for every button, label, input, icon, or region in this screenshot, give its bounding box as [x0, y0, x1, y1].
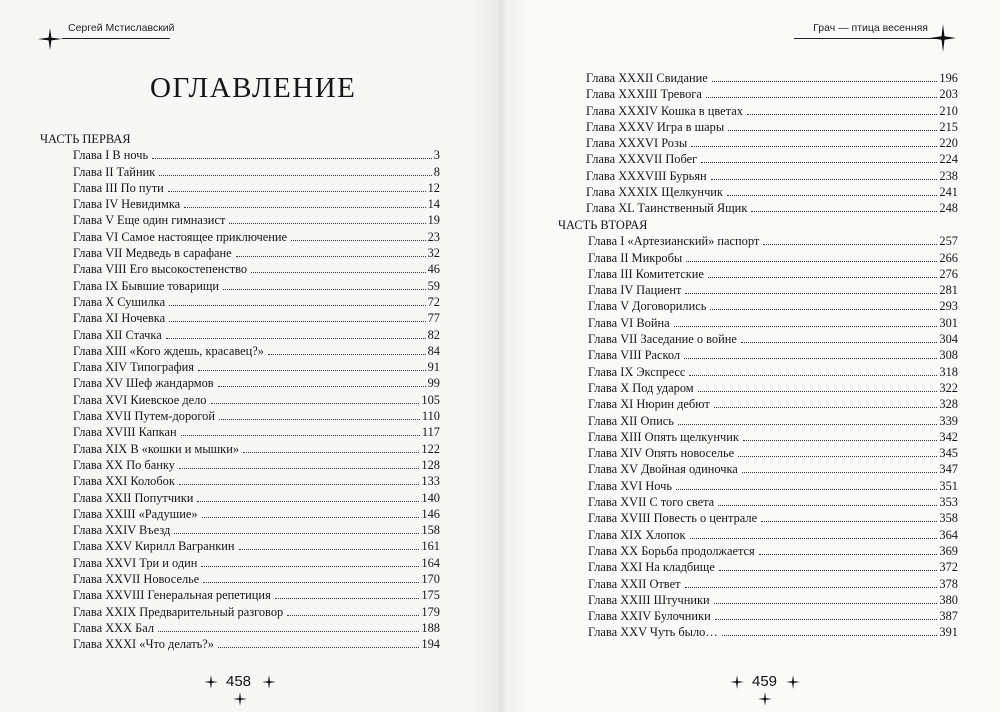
toc-entry	[73, 506, 440, 522]
entry-page-number: 82	[427, 327, 440, 342]
toc-entry	[73, 490, 440, 506]
toc-entry	[73, 441, 440, 457]
toc-entry	[73, 424, 440, 440]
toc-entry	[588, 396, 958, 412]
toc-entry	[588, 315, 958, 331]
entry-page-number: 188	[421, 620, 440, 635]
entry-title: Глава XXV Чуть было…	[588, 625, 718, 640]
entry-page-number: 257	[939, 234, 958, 249]
toc-entry	[73, 457, 440, 473]
toc-entry	[73, 375, 440, 391]
entry-page-number: 380	[939, 592, 958, 607]
dot-leader	[738, 456, 937, 457]
dot-leader	[202, 517, 420, 518]
toc-entry	[588, 543, 958, 559]
toc-entry	[73, 212, 440, 228]
dot-leader	[169, 321, 426, 322]
entry-title: Глава X Сушилка	[73, 294, 166, 309]
entry-title: Глава VIII Его высокостепенство	[73, 262, 248, 277]
toc-entry	[588, 576, 958, 592]
dot-leader	[169, 305, 426, 306]
entry-title: Глава XXIX Предварительный разговор	[73, 604, 284, 619]
dot-leader	[714, 407, 938, 408]
dot-leader	[686, 261, 937, 262]
toc-entry	[588, 413, 958, 429]
right-page	[500, 0, 1000, 712]
entry-title: Глава XXV Кирилл Вагранкин	[73, 539, 235, 554]
entry-title: Глава XXII Ответ	[588, 576, 681, 591]
toc-entry	[73, 180, 440, 196]
entry-page-number: 364	[939, 527, 958, 542]
dot-leader	[708, 277, 938, 278]
entry-page-number: 59	[427, 278, 440, 293]
entry-title: Глава VI Война	[588, 315, 670, 330]
entry-page-number: 308	[939, 348, 958, 363]
entry-page-number: 345	[939, 446, 958, 461]
entry-page-number: 105	[421, 392, 440, 407]
cross-ornament-icon	[758, 692, 772, 706]
dot-leader	[689, 375, 937, 376]
toc-entry	[588, 282, 958, 298]
entry-title: Глава IV Невидимка	[73, 197, 181, 212]
entry-title: Глава II Тайник	[73, 164, 156, 179]
entry-title: Глава V Договорились	[588, 299, 707, 314]
toc-entry	[73, 392, 440, 408]
entry-title: Глава XXXIX Щелкунчик	[586, 185, 723, 200]
dot-leader	[223, 289, 426, 290]
entry-title: Глава XXIV Въезд	[73, 523, 171, 538]
toc-part-one-continued	[586, 70, 958, 217]
entry-page-number: 358	[939, 511, 958, 526]
toc-entry	[73, 261, 440, 277]
entry-page-number: 161	[421, 539, 440, 554]
dot-leader	[741, 342, 938, 343]
toc-entry	[73, 196, 440, 212]
entry-page-number: 391	[939, 625, 958, 640]
dot-leader	[236, 256, 426, 257]
entry-page-number: 266	[939, 250, 958, 265]
toc-part-two	[558, 217, 958, 641]
toc-entry	[586, 184, 958, 200]
entry-title: Глава XXIII Штучники	[588, 592, 710, 607]
entry-title: Глава XVIII Повесть о централе	[588, 511, 758, 526]
cross-ornament-icon	[233, 692, 247, 706]
running-head-book-title: Грач — птица весенняя	[813, 22, 928, 34]
entry-page-number: 196	[939, 71, 958, 85]
entry-title: Глава III По пути	[73, 180, 164, 195]
entry-title: Глава XII Опись	[588, 413, 674, 428]
entry-title: Глава I «Артезианский» паспорт	[588, 234, 760, 249]
entry-page-number: 241	[939, 185, 958, 200]
part-heading: ЧАСТЬ ВТОРАЯ	[558, 218, 648, 232]
toc-entry	[586, 86, 958, 102]
entry-title: Глава XXVIII Генеральная репетиция	[73, 588, 271, 603]
entry-title: Глава XVI Киевское дело	[73, 392, 207, 407]
toc-entry	[586, 151, 958, 167]
header-rule	[794, 38, 942, 39]
dot-leader	[763, 244, 937, 245]
entry-page-number: 32	[427, 246, 440, 261]
toc-entry	[73, 245, 440, 261]
dot-leader	[243, 452, 419, 453]
entry-page-number: 378	[939, 576, 958, 591]
page-number: 459	[752, 673, 778, 690]
toc-entry	[588, 445, 958, 461]
entry-title: Глава XXXVIII Бурьян	[586, 168, 707, 183]
toc-entry	[588, 266, 958, 282]
dot-leader	[197, 501, 419, 502]
entry-page-number: 369	[939, 543, 958, 558]
toc-entry	[73, 620, 440, 636]
entry-title: Глава XXXI «Что делать?»	[73, 637, 214, 652]
dot-leader	[179, 468, 419, 469]
cross-ornament-icon	[262, 675, 276, 689]
toc-entry	[586, 200, 958, 216]
entry-page-number: 220	[939, 136, 958, 151]
entry-page-number: 91	[427, 360, 440, 375]
entry-page-number: 304	[939, 332, 958, 347]
toc-part-one	[40, 131, 440, 653]
entry-page-number: 19	[427, 213, 440, 228]
toc-entry	[588, 347, 958, 363]
dot-leader	[759, 554, 938, 555]
toc-entry	[73, 343, 440, 359]
entry-title: Глава V Еще один гимназист	[73, 213, 226, 228]
entry-page-number: 238	[939, 168, 958, 183]
toc-entry	[588, 478, 958, 494]
entry-title: Глава XVI Ночь	[588, 478, 673, 493]
toc-entry	[588, 608, 958, 624]
dot-leader	[676, 489, 937, 490]
entry-page-number: 387	[939, 609, 958, 624]
toc-entry	[73, 278, 440, 294]
toc-entry	[588, 364, 958, 380]
toc-entry	[73, 229, 440, 245]
entry-title: Глава XII Стачка	[73, 327, 162, 342]
entry-page-number: 301	[939, 315, 958, 330]
entry-page-number: 351	[939, 478, 958, 493]
toc-entry	[73, 604, 440, 620]
dot-leader	[201, 566, 419, 567]
entry-title: Глава XXXVI Розы	[586, 136, 688, 151]
entry-page-number: 72	[427, 294, 440, 309]
dot-leader	[727, 195, 937, 196]
entry-page-number: 342	[939, 429, 958, 444]
entry-title: Глава XXIII «Радушие»	[73, 506, 198, 521]
entry-title: Глава X Под ударом	[588, 380, 694, 395]
entry-title: Глава XI Ночевка	[73, 311, 166, 326]
toc-entry	[586, 135, 958, 151]
dot-leader	[168, 191, 426, 192]
entry-page-number: 84	[427, 343, 440, 358]
entry-page-number: 194	[421, 637, 440, 652]
entry-title: Глава XV Двойная одиночка	[588, 462, 738, 477]
entry-page-number: 353	[939, 495, 958, 510]
entry-page-number: 203	[939, 87, 958, 102]
entry-page-number: 46	[427, 262, 440, 277]
toc-entry	[586, 103, 958, 119]
entry-title: Глава I В ночь	[73, 148, 149, 163]
toc-entry	[73, 310, 440, 326]
entry-page-number: 322	[939, 380, 958, 395]
dot-leader	[710, 309, 937, 310]
entry-title: Глава XX По банку	[73, 457, 175, 472]
toc-entry	[73, 555, 440, 571]
entry-page-number: 248	[939, 201, 958, 216]
dot-leader	[251, 272, 426, 273]
toc-entry	[588, 494, 958, 510]
header-rule	[62, 38, 170, 39]
entry-title: Глава VII Заседание о войне	[588, 332, 737, 347]
entry-title: Глава XXI Колобок	[73, 474, 175, 489]
toc-entry	[588, 331, 958, 347]
toc-entry	[73, 571, 440, 587]
entry-title: Глава XXXVII Побег	[586, 152, 698, 167]
toc-entry	[588, 250, 958, 266]
toc-entry	[588, 559, 958, 575]
dot-leader	[678, 424, 938, 425]
dot-leader	[718, 505, 937, 506]
entry-title: Глава XXII Попутчики	[73, 490, 194, 505]
entry-title: Глава XXVII Новоселье	[73, 572, 200, 587]
toc-entry-list	[586, 70, 958, 217]
dot-leader	[268, 354, 426, 355]
entry-page-number: 210	[939, 103, 958, 118]
dot-leader	[711, 179, 938, 180]
entry-title: Глава III Комитетские	[588, 266, 704, 281]
entry-page-number: 23	[427, 229, 440, 244]
toc-entry	[588, 233, 958, 249]
entry-page-number: 347	[939, 462, 958, 477]
dot-leader	[218, 386, 426, 387]
toc-entry	[73, 538, 440, 554]
dot-leader	[275, 598, 420, 599]
dot-leader	[690, 538, 938, 539]
toc-entry-list	[40, 147, 440, 652]
entry-page-number: 276	[939, 266, 958, 281]
dot-leader	[184, 207, 425, 208]
page-number: 458	[226, 673, 252, 690]
toc-entry	[586, 119, 958, 135]
entry-title: Глава XIV Типография	[73, 360, 194, 375]
dot-leader	[219, 419, 420, 420]
entry-page-number: 140	[421, 490, 440, 505]
entry-title: Глава XIX В «кошки и мышки»	[73, 441, 240, 456]
toc-entry	[588, 510, 958, 526]
dot-leader	[179, 484, 420, 485]
entry-page-number: 110	[421, 409, 440, 424]
toc-entry	[588, 592, 958, 608]
entry-title: Глава XXXIII Тревога	[586, 87, 702, 102]
dot-leader	[698, 391, 938, 392]
dot-leader	[685, 587, 938, 588]
running-head-author: Сергей Мстиславский	[68, 22, 175, 34]
entry-page-number: 281	[939, 283, 958, 298]
entry-title: Глава XVII С того света	[588, 495, 715, 510]
toc-entry	[73, 473, 440, 489]
entry-page-number: 328	[939, 397, 958, 412]
dot-leader	[229, 223, 425, 224]
entry-page-number: 12	[427, 180, 440, 195]
dot-leader	[714, 603, 938, 604]
cross-ornament-icon	[786, 675, 800, 689]
entry-page-number: 128	[421, 457, 440, 472]
entry-title: Глава XIX Хлопок	[588, 527, 686, 542]
entry-title: Глава XV Шеф жандармов	[73, 376, 214, 391]
dot-leader	[742, 472, 938, 473]
entry-page-number: 170	[421, 572, 440, 587]
toc-entry	[73, 147, 440, 163]
entry-page-number: 158	[421, 523, 440, 538]
toc-entry	[73, 164, 440, 180]
cross-ornament-icon	[730, 675, 744, 689]
toc-entry	[588, 429, 958, 445]
entry-title: Глава XVIII Капкан	[73, 425, 177, 440]
entry-title: Глава VIII Раскол	[588, 348, 681, 363]
entry-page-number: 164	[421, 555, 440, 570]
toc-entry	[73, 587, 440, 603]
sparkle-icon	[930, 24, 956, 52]
dot-leader	[684, 358, 937, 359]
entry-title: Глава XXXII Свидание	[586, 71, 708, 85]
toc-title: ОГЛАВЛЕНИЕ	[150, 72, 357, 104]
entry-title: Глава IX Экспресс	[588, 364, 686, 379]
entry-title: Глава VI Самое настоящее приключение	[73, 229, 288, 244]
toc-entry	[73, 636, 440, 652]
entry-title: Глава IV Пациент	[588, 283, 682, 298]
dot-leader	[685, 293, 937, 294]
dot-leader	[722, 635, 938, 636]
toc-entry-list	[558, 233, 958, 640]
entry-title: Глава IX Бывшие товарищи	[73, 278, 220, 293]
cross-ornament-icon	[204, 675, 218, 689]
dot-leader	[751, 211, 937, 212]
entry-page-number: 215	[939, 119, 958, 134]
dot-leader	[174, 533, 419, 534]
entry-page-number: 293	[939, 299, 958, 314]
entry-title: Глава XIV Опять новоселье	[588, 446, 735, 461]
toc-entry	[586, 70, 958, 86]
entry-page-number: 122	[421, 441, 440, 456]
entry-page-number: 339	[939, 413, 958, 428]
entry-page-number: 133	[421, 474, 440, 489]
entry-title: Глава XI Нюрин дебют	[588, 397, 710, 412]
entry-page-number: 224	[939, 152, 958, 167]
entry-title: Глава XL Таинственный Ящик	[586, 201, 748, 216]
toc-entry	[586, 168, 958, 184]
entry-page-number: 14	[427, 197, 440, 212]
entry-title: Глава XXXV Игра в шары	[586, 119, 725, 134]
toc-entry	[73, 359, 440, 375]
entry-page-number: 77	[427, 311, 440, 326]
dot-leader	[691, 146, 937, 147]
part-heading: ЧАСТЬ ПЕРВАЯ	[40, 132, 131, 146]
entry-page-number: 318	[939, 364, 958, 379]
dot-leader	[158, 631, 419, 632]
toc-entry	[588, 298, 958, 314]
entry-title: Глава XXXIV Кошка в цветах	[586, 103, 743, 118]
toc-entry	[588, 380, 958, 396]
entry-title: Глава XXX Бал	[73, 620, 155, 635]
dot-leader	[706, 97, 938, 98]
dot-leader	[287, 615, 419, 616]
entry-title: Глава XXVI Три и один	[73, 555, 198, 570]
dot-leader	[674, 326, 938, 327]
toc-entry	[588, 527, 958, 543]
toc-entry	[588, 461, 958, 477]
entry-page-number: 175	[421, 588, 440, 603]
toc-entry	[73, 294, 440, 310]
dot-leader	[701, 162, 937, 163]
dot-leader	[181, 435, 420, 436]
dot-leader	[198, 370, 426, 371]
entry-page-number: 179	[421, 604, 440, 619]
entry-title: Глава XXIV Булочники	[588, 609, 711, 624]
entry-title: Глава II Микробы	[588, 250, 683, 265]
dot-leader	[291, 240, 426, 241]
entry-page-number: 3	[433, 148, 440, 163]
entry-title: Глава XIII «Кого ждешь, красавец?»	[73, 343, 264, 358]
dot-leader	[239, 549, 420, 550]
dot-leader	[211, 403, 420, 404]
entry-page-number: 8	[433, 164, 440, 179]
dot-leader	[728, 130, 937, 131]
dot-leader	[747, 114, 937, 115]
entry-title: Глава XIII Опять щелкунчик	[588, 429, 739, 444]
entry-page-number: 117	[421, 425, 440, 440]
entry-title: Глава VII Медведь в сарафане	[73, 246, 232, 261]
entry-title: Глава XX Борьба продолжается	[588, 543, 755, 558]
dot-leader	[218, 647, 419, 648]
dot-leader	[712, 81, 938, 82]
sparkle-icon	[38, 28, 62, 50]
entry-page-number: 372	[939, 560, 958, 575]
entry-title: Глава XXI На кладбище	[588, 560, 715, 575]
toc-entry	[588, 624, 958, 640]
dot-leader	[203, 582, 419, 583]
dot-leader	[719, 570, 938, 571]
dot-leader	[761, 521, 937, 522]
toc-entry	[73, 522, 440, 538]
dot-leader	[166, 338, 426, 339]
entry-page-number: 146	[421, 506, 440, 521]
toc-entry	[73, 327, 440, 343]
entry-page-number: 99	[427, 376, 440, 391]
dot-leader	[152, 158, 432, 159]
dot-leader	[159, 175, 432, 176]
toc-entry	[73, 408, 440, 424]
dot-leader	[715, 619, 938, 620]
dot-leader	[743, 440, 938, 441]
entry-title: Глава XVII Путем-дорогой	[73, 409, 215, 424]
